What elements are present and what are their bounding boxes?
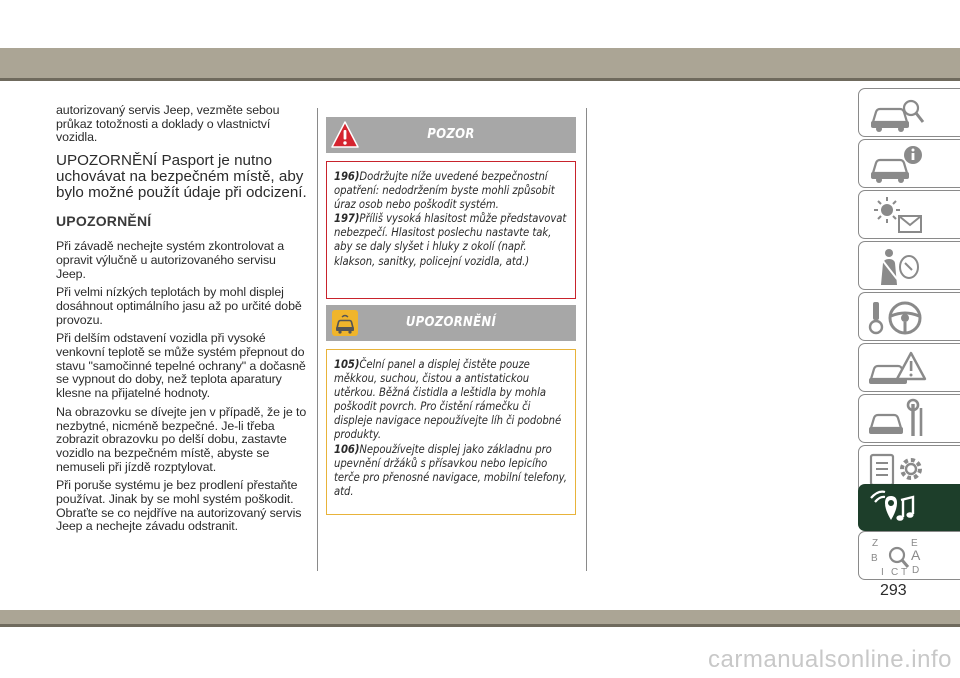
- item-text: Dodržujte níže uvedené bezpečnostní opatření: nedodržením byste mohli způsobit úraz osob nebo poškodit systém.: [334, 170, 555, 212]
- notice-box: [326, 349, 576, 515]
- caution-item: [334, 212, 568, 268]
- side-tab-steering-key[interactable]: [858, 292, 960, 341]
- passport-notice: UPOZORNĚNÍ Pasport je nutno uchovávat na bezpečném místě, aby bylo možné použít údaje při odcizení.: [56, 152, 307, 202]
- index-letter: E: [911, 538, 918, 549]
- notice-item: [334, 443, 568, 499]
- warning-lights-icon: [867, 194, 929, 237]
- index-letter: Z: [872, 538, 879, 549]
- index-alphabet-icon: [867, 535, 929, 578]
- caution-title-bar: [326, 117, 576, 153]
- item-number: 105): [334, 358, 360, 371]
- item-text: Nepoužívejte displej jako základnu pro upevnění držáků s přísavkou nebo lepicího terče pro přenosné navigace, mobilní telefony, atd.: [334, 442, 567, 498]
- column-divider: [317, 108, 318, 571]
- car-magnifier-icon: [867, 92, 929, 135]
- index-letter: I: [881, 567, 884, 578]
- side-tab-car-magnifier[interactable]: [858, 88, 960, 137]
- paragraph: Při delším odstavení vozidla při vysoké venkovní teplotě se může systém přepnout do stavu "samočinné tepelné ochrany" a dočasně se vypnout do doby, než teplota aparatury klesne na přijatelné hodnoty.: [56, 331, 306, 401]
- side-tab-multimedia[interactable]: [858, 484, 960, 531]
- wrench-car-icon: [867, 398, 929, 441]
- top-band: [0, 48, 960, 78]
- side-tab-warning-lights[interactable]: [858, 190, 960, 239]
- intro-paragraph: autorizovaný servis Jeep, vezměte sebou průkaz totožnosti a doklady o vlastnictví vozidla.: [56, 103, 280, 145]
- steering-wheel-key-icon: [867, 296, 929, 339]
- paragraph: Při poruše systému je bez prodlení přestaňte používat. Jinak by se mohl systém poškodit. Obraťte se co nejdříve na autorizovaný servis Jeep a nechejte závadu odstranit.: [56, 478, 302, 534]
- column-divider: [586, 108, 587, 571]
- index-letter: B: [871, 553, 878, 564]
- item-number: 196): [334, 170, 360, 183]
- side-tab-seatbelt-airbag[interactable]: [858, 241, 960, 290]
- warning-heading: UPOZORNĚNÍ: [56, 213, 152, 230]
- paragraph: Na obrazovku se dívejte jen v případě, že je to nezbytné, nicméně bezpečné. Je-li třeba zobrazit obrazovku po delší dobu, zastavte vozidlo na bezpečném místě, abyste se nemuseli při jízdě rozptylovat.: [56, 404, 307, 474]
- paragraph: Při velmi nízkých teplotách by mohl displej dosáhnout optimálního jasu až po určité době provozu.: [56, 285, 302, 327]
- caution-title: POZOR: [427, 127, 475, 142]
- left-column: [56, 104, 308, 539]
- item-number: 197): [334, 212, 360, 226]
- bottom-band-line: [0, 624, 960, 627]
- top-band-line: [0, 78, 960, 81]
- caution-box: [326, 161, 576, 299]
- side-tab-car-hazard[interactable]: [858, 343, 960, 392]
- notice-title-bar: [326, 305, 576, 341]
- side-tab-index[interactable]: [858, 531, 960, 580]
- car-info-icon: [867, 143, 929, 186]
- page-number: 293: [880, 582, 907, 599]
- bottom-band: [0, 610, 960, 624]
- caution-item: [334, 170, 568, 212]
- index-letter: C: [891, 567, 899, 578]
- side-tab-car-info[interactable]: [858, 139, 960, 188]
- seatbelt-airbag-icon: [867, 245, 929, 288]
- item-number: 106): [334, 442, 360, 456]
- notice-title: UPOZORNĚNÍ: [405, 315, 497, 330]
- item-text: Čelní panel a displej čistěte pouze měkkou, suchou, čistou a antistatickou utěrkou. Běžná čistidla a leštidla by mohla poškodit povrch. Pro čistění rámečku či displeje navigace nepoužívejte líh či podobné produkty.: [334, 358, 562, 442]
- index-letter: T: [901, 567, 908, 578]
- notice-item: [334, 358, 568, 443]
- index-letter: D: [912, 565, 920, 576]
- multimedia-music-icon: [867, 488, 929, 531]
- index-letter: A: [911, 547, 921, 563]
- item-text: Příliš vysoká hlasitost může představovat nebezpečí. Hlasitost poslechu nastavte tak, aby se daly slyšet i hluky z okolí (např. klakson, sanitky, policejní vozidla, atd.): [334, 212, 567, 268]
- watermark: carmanualsonline.info: [708, 646, 952, 673]
- paragraph: Při závadě nechejte systém zkontrolovat a opravit výlučně u autorizovaného servisu Jeep.: [56, 239, 284, 281]
- side-tab-wrench-car[interactable]: [858, 394, 960, 443]
- car-hazard-icon: [867, 347, 929, 390]
